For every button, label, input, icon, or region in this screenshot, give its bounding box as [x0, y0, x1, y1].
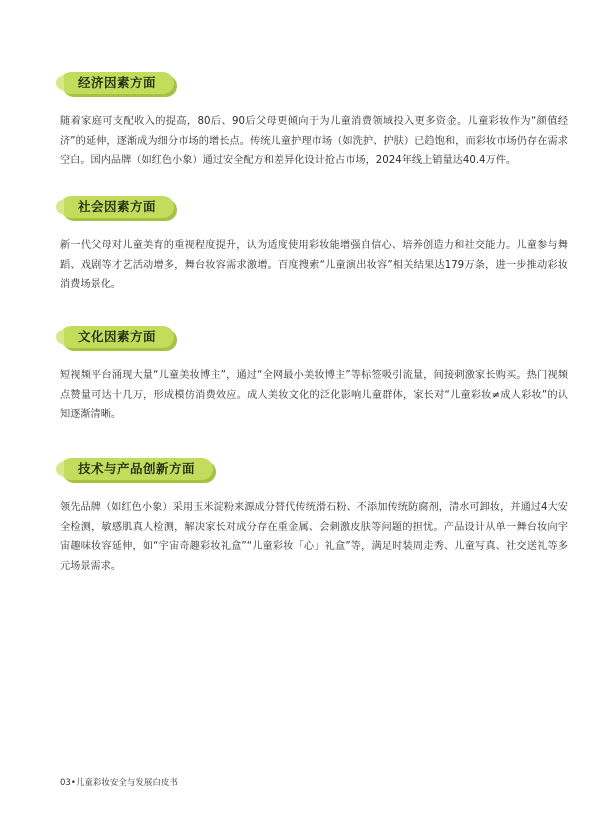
section-heading [60, 326, 568, 350]
section-heading [60, 458, 568, 482]
section-economic [60, 72, 568, 171]
paragraph-economic: 随着家庭可支配收入的提高，80后、90后父母更倾向于为儿童消费领域投入更多资金。儿童彩妆作为“颜值经济”的延伸，逐渐成为细分市场的增长点。传统儿童护理市场（如洗护、护肤）已趋饱和，而彩妆市场仍存在需求空白。国内品牌（如红色小象）通过安全配方和差异化设计抢占市场，2024年线上销量达40.4万件。 [60, 116, 568, 166]
paragraph-social: 新一代父母对儿童美育的重视程度提升，认为适度使用彩妆能增强自信心、培养创造力和社交能力。儿童参与舞蹈、戏剧等才艺活动增多，舞台妆容需求激增。百度搜索“儿童演出妆容”相关结果达179万条，进一步推动彩妆消费场景化。 [60, 240, 568, 290]
heading-technology: 技术与产品创新方面 [60, 458, 213, 480]
section-cultural [60, 326, 568, 425]
section-heading [60, 72, 568, 96]
heading-economic: 经济因素方面 [60, 72, 174, 94]
paragraph-cultural: 短视频平台涌现大量“儿童美妆博主”，通过“全网最小美妆博主”等标签吸引流量，间接刺激家长购买。热门视频点赞量可达十几万，形成模仿消费效应。成人美妆文化的泛化影响儿童群体，家长对“儿童彩妆≠成人彩妆”的认知逐渐清晰。 [60, 370, 568, 420]
section-technology [60, 458, 568, 576]
paragraph-technology: 领先品牌（如红色小象）采用玉米淀粉来源成分替代传统滑石粉、不添加传统防腐剂，清水可卸妆，并通过4大安全检测，敏感肌真人检测，解决家长对成分存在重金属、会刺激皮肤等问题的担忧。产品设计从单一舞台妆向宇宙趣味妆容延伸，如“宇宙奇趣彩妆礼盒”“儿童彩妆「心」礼盒”等，满足时装周走秀、儿童写真、社交送礼等多元场景需求。 [60, 502, 568, 572]
heading-social: 社会因素方面 [60, 196, 174, 218]
section-social [60, 196, 568, 295]
page-footer: 03•儿童彩妆安全与发展白皮书 [60, 778, 178, 788]
section-heading [60, 196, 568, 220]
heading-cultural: 文化因素方面 [60, 326, 174, 348]
